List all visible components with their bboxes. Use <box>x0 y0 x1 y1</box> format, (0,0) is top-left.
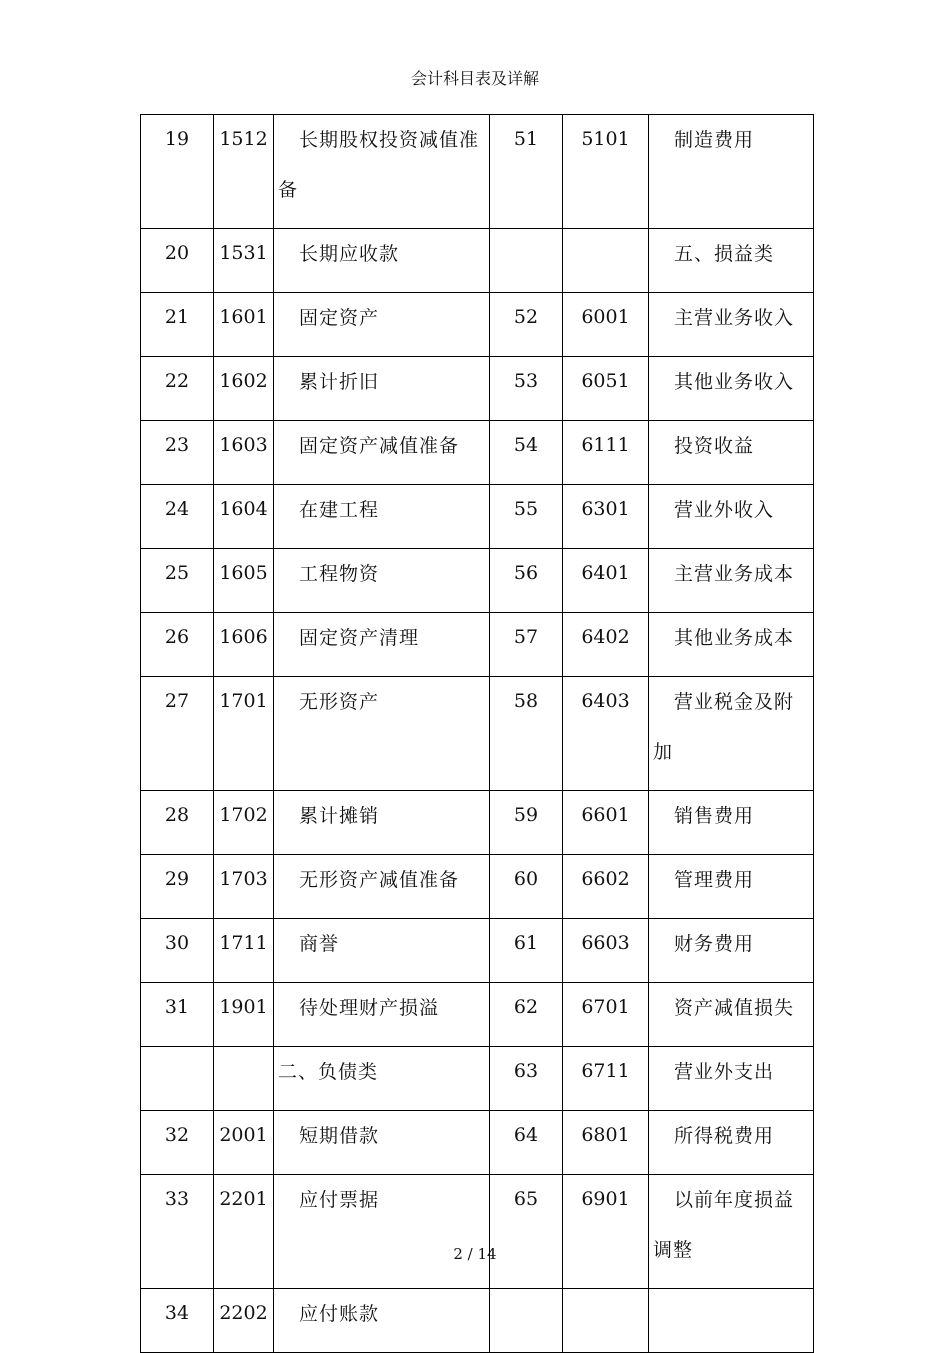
right-seq-number: 59 <box>490 791 563 855</box>
left-account-code: 1604 <box>214 485 274 549</box>
left-account-name-cell <box>274 855 490 919</box>
left-account-name: 长期股权投资减值准备 <box>278 129 480 201</box>
right-account-code: 6603 <box>563 919 649 983</box>
table-row <box>141 1111 814 1175</box>
left-account-code: 1603 <box>214 421 274 485</box>
left-account-code: 1606 <box>214 613 274 677</box>
left-account-name-cell <box>274 613 490 677</box>
right-account-name: 营业税金及附加 <box>653 691 795 763</box>
left-account-code: 2001 <box>214 1111 274 1175</box>
left-account-name: 工程物资 <box>299 563 380 585</box>
table-row <box>141 229 814 293</box>
left-account-name-cell <box>274 229 490 293</box>
left-account-name-cell <box>274 1047 490 1111</box>
right-account-name-cell <box>649 677 814 791</box>
left-account-name-cell <box>274 485 490 549</box>
left-account-name-cell <box>274 1111 490 1175</box>
right-account-code: 5101 <box>563 115 649 229</box>
left-account-code: 1605 <box>214 549 274 613</box>
right-account-name: 五、损益类 <box>674 243 775 265</box>
left-seq-number: 28 <box>141 791 214 855</box>
page-header-title: 会计科目表及详解 <box>410 69 539 88</box>
right-seq-number: 57 <box>490 613 563 677</box>
left-seq-number: 31 <box>141 983 214 1047</box>
left-account-name-cell <box>274 1289 490 1353</box>
left-account-code: 1531 <box>214 229 274 293</box>
right-account-name: 其他业务收入 <box>674 371 795 393</box>
left-seq-number: 27 <box>141 677 214 791</box>
right-account-code <box>563 1289 649 1353</box>
right-account-name: 财务费用 <box>674 933 755 955</box>
right-seq-number: 56 <box>490 549 563 613</box>
right-account-name-cell <box>649 855 814 919</box>
right-account-name-cell <box>649 1175 814 1289</box>
left-account-name-cell <box>274 549 490 613</box>
right-account-name-cell <box>649 549 814 613</box>
accounts-table-body <box>141 115 814 1353</box>
left-account-name-cell <box>274 791 490 855</box>
right-account-name: 主营业务收入 <box>674 307 795 329</box>
right-account-code: 6301 <box>563 485 649 549</box>
right-account-code: 6402 <box>563 613 649 677</box>
table-row <box>141 791 814 855</box>
right-account-name-cell <box>649 1289 814 1353</box>
right-seq-number: 64 <box>490 1111 563 1175</box>
right-account-name-cell <box>649 115 814 229</box>
table-row <box>141 485 814 549</box>
left-account-code <box>214 1047 274 1111</box>
right-account-name: 制造费用 <box>674 129 755 151</box>
left-account-name-cell <box>274 677 490 791</box>
table-row <box>141 357 814 421</box>
table-row <box>141 613 814 677</box>
right-account-name-cell <box>649 983 814 1047</box>
right-seq-number: 53 <box>490 357 563 421</box>
left-account-code: 1602 <box>214 357 274 421</box>
left-seq-number: 34 <box>141 1289 214 1353</box>
right-account-name: 管理费用 <box>674 869 755 891</box>
right-account-name: 销售费用 <box>674 805 755 827</box>
left-seq-number: 19 <box>141 115 214 229</box>
right-account-code: 6602 <box>563 855 649 919</box>
left-account-code: 1703 <box>214 855 274 919</box>
left-account-code: 2201 <box>214 1175 274 1289</box>
right-seq-number: 61 <box>490 919 563 983</box>
left-account-code: 1702 <box>214 791 274 855</box>
table-row <box>141 983 814 1047</box>
right-account-name-cell <box>649 1111 814 1175</box>
right-seq-number: 54 <box>490 421 563 485</box>
left-seq-number: 23 <box>141 421 214 485</box>
right-seq-number: 58 <box>490 677 563 791</box>
right-seq-number <box>490 229 563 293</box>
left-account-name-cell <box>274 421 490 485</box>
left-seq-number: 20 <box>141 229 214 293</box>
table-row <box>141 1289 814 1353</box>
left-account-name: 固定资产 <box>299 307 380 329</box>
right-account-name: 营业外收入 <box>674 499 775 521</box>
right-account-name-cell <box>649 791 814 855</box>
right-account-name-cell <box>649 485 814 549</box>
right-account-name: 资产减值损失 <box>674 997 795 1019</box>
left-account-name: 无形资产 <box>299 691 380 713</box>
left-seq-number: 32 <box>141 1111 214 1175</box>
left-seq-number: 26 <box>141 613 214 677</box>
right-account-code: 6711 <box>563 1047 649 1111</box>
right-seq-number: 52 <box>490 293 563 357</box>
right-account-name-cell <box>649 613 814 677</box>
table-row <box>141 293 814 357</box>
left-seq-number: 33 <box>141 1175 214 1289</box>
table-row <box>141 549 814 613</box>
right-seq-number: 60 <box>490 855 563 919</box>
left-account-name-cell <box>274 293 490 357</box>
left-seq-number: 30 <box>141 919 214 983</box>
right-seq-number: 65 <box>490 1175 563 1289</box>
left-account-name: 累计摊销 <box>299 805 380 827</box>
right-seq-number <box>490 1289 563 1353</box>
left-account-code: 1512 <box>214 115 274 229</box>
left-account-name-cell <box>274 983 490 1047</box>
left-account-name: 固定资产减值准备 <box>299 435 460 457</box>
right-account-name: 营业外支出 <box>674 1061 775 1083</box>
right-seq-number: 63 <box>490 1047 563 1111</box>
right-account-code: 6001 <box>563 293 649 357</box>
right-account-code: 6401 <box>563 549 649 613</box>
table-row <box>141 421 814 485</box>
right-account-code: 6051 <box>563 357 649 421</box>
right-account-name: 主营业务成本 <box>674 563 795 585</box>
right-account-name: 投资收益 <box>674 435 755 457</box>
table-row <box>141 919 814 983</box>
left-account-name: 无形资产减值准备 <box>299 869 460 891</box>
right-account-name: 以前年度损益调整 <box>653 1189 795 1261</box>
right-account-name-cell <box>649 919 814 983</box>
right-account-code: 6701 <box>563 983 649 1047</box>
left-account-name: 固定资产清理 <box>299 627 420 649</box>
left-account-name: 累计折旧 <box>299 371 380 393</box>
right-seq-number: 55 <box>490 485 563 549</box>
left-account-name: 商誉 <box>299 933 340 955</box>
left-account-name: 长期应收款 <box>299 243 400 265</box>
left-account-code: 1701 <box>214 677 274 791</box>
left-seq-number: 29 <box>141 855 214 919</box>
table-row <box>141 855 814 919</box>
left-account-name-cell <box>274 919 490 983</box>
left-seq-number: 22 <box>141 357 214 421</box>
table-row <box>141 115 814 229</box>
left-account-code: 1901 <box>214 983 274 1047</box>
left-seq-number: 24 <box>141 485 214 549</box>
page-number: 2 / 14 <box>453 1245 497 1263</box>
table-row <box>141 1047 814 1111</box>
left-account-name: 待处理财产损溢 <box>299 997 440 1019</box>
right-account-code: 6901 <box>563 1175 649 1289</box>
right-account-name-cell <box>649 357 814 421</box>
right-account-name-cell <box>649 229 814 293</box>
right-account-code: 6111 <box>563 421 649 485</box>
left-account-name-cell <box>274 115 490 229</box>
right-seq-number: 51 <box>490 115 563 229</box>
left-account-code: 1711 <box>214 919 274 983</box>
left-account-code: 1601 <box>214 293 274 357</box>
table-row <box>141 1175 814 1289</box>
right-account-name-cell <box>649 421 814 485</box>
table-row <box>141 677 814 791</box>
right-account-name-cell <box>649 293 814 357</box>
right-account-code: 6801 <box>563 1111 649 1175</box>
right-account-code: 6403 <box>563 677 649 791</box>
right-account-name-cell <box>649 1047 814 1111</box>
left-account-name: 二、负债类 <box>278 1061 379 1083</box>
right-account-name: 所得税费用 <box>674 1125 775 1147</box>
left-seq-number: 21 <box>141 293 214 357</box>
left-seq-number <box>141 1047 214 1111</box>
left-account-name: 应付票据 <box>299 1189 380 1211</box>
left-account-name: 短期借款 <box>299 1125 380 1147</box>
left-account-code: 2202 <box>214 1289 274 1353</box>
left-account-name-cell <box>274 1175 490 1289</box>
left-account-name: 应付账款 <box>299 1303 380 1325</box>
left-account-name-cell <box>274 357 490 421</box>
right-account-code <box>563 229 649 293</box>
accounts-table <box>140 114 814 1353</box>
right-account-code: 6601 <box>563 791 649 855</box>
left-account-name: 在建工程 <box>299 499 380 521</box>
right-seq-number: 62 <box>490 983 563 1047</box>
right-account-name: 其他业务成本 <box>674 627 795 649</box>
left-seq-number: 25 <box>141 549 214 613</box>
